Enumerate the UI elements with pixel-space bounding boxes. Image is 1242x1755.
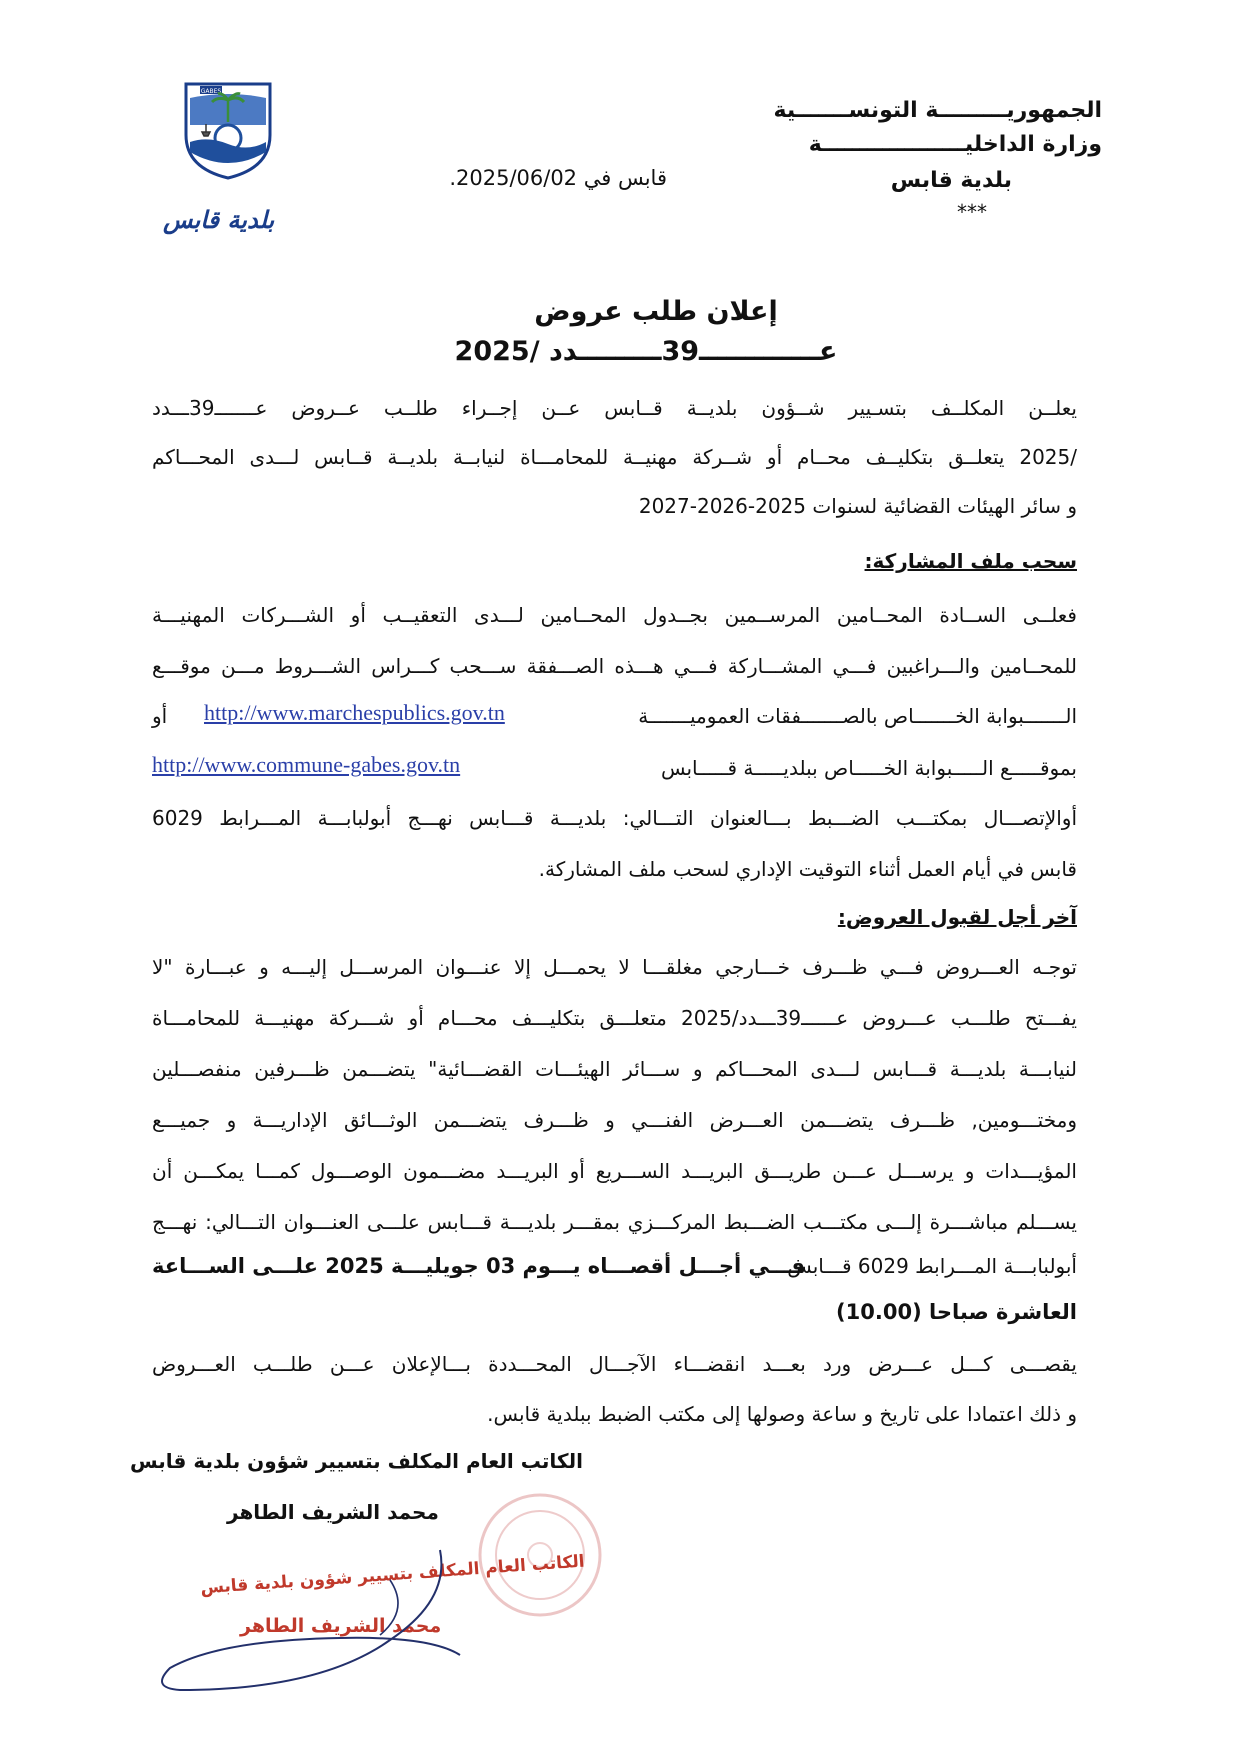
section2-line-6: يســـلم مباشـــرة إلـــى مكتـــب الضـــبط المركـــزي بمقـــر بلديـــة قـــابس علـــى العنـــوان التـــالي: نهـــج: [152, 1210, 1077, 1234]
section1-line-2: للمحــامين والـــراغبين فـــي المشـــاركة فـــي هـــذه الصـــفقة ســـحب كـــراس الشـــروط مـــن موقـــع: [152, 654, 1077, 678]
intro-line-2: /2025 يتعلــق بتكليــف محــام أو شــركة مهنيــة للمحامـــاة لنيابــة بلديــة قــابس لـــدى المحـــاكم: [152, 445, 1077, 469]
marchespublics-link[interactable]: http://www.marchespublics.gov.tn: [204, 700, 505, 725]
section1-line-1: فعلــى الســادة المحــامين المرســمين بجــدول المحــامين لـــدى التعقيــب أو الشـــركات المهنيـــة: [152, 603, 1077, 627]
municipality-name: بلدية قابس: [890, 168, 1012, 193]
page-subtitle: عـــــــــــــ39ـــــــــدد /2025: [454, 336, 838, 367]
section-heading-deadline: آخر أجل لقبول العروض:: [837, 905, 1077, 929]
closing-line-2: و ذلك اعتمادا على تاريخ و ساعة وصولها إلى مكتب الضبط ببلدية قابس.: [487, 1402, 1077, 1426]
signature-scribble-icon: [140, 1540, 500, 1710]
section2-line-1: توجـه العـــروض فـــي ظـــرف خـــارجي مغلقـــا لا يحمـــل إلا عنـــوان المرســـل إليـــه و عبـــارة "لا: [152, 955, 1077, 979]
municipality-logo: [178, 80, 278, 180]
gabes-emblem-icon: [178, 80, 278, 180]
deadline-text: فـــي أجـــل أقصـــاه يـــوم 03 جويليـــة 2025 علـــى الســـاعة: [152, 1254, 806, 1278]
signatory-name: محمد الشريف الطاهر: [227, 1500, 439, 1524]
section2-line-4: ومختـــومين, ظـــرف يتضـــمن العـــرض الفنـــي و ظـــرف يتضـــمن الوثـــائق الإداريـــة و جميـــع: [152, 1108, 1077, 1132]
stamp-title: الكاتب العام المكلف بتسيير شؤون بلدية قابس: [199, 1551, 586, 1599]
section1-line-3: [152, 700, 1077, 732]
link1-prefix: الـــــــبوابة الخـــــــاص بالصـــــــفقات العموميـــــــة: [638, 704, 1077, 728]
logo-caption: بلدية قابس: [163, 206, 275, 234]
section2-line-3: لنيابـــة بلديـــة قـــابس لـــدى المحـــاكم و ســـائر الهيئـــات القضـــائية" يتضـــمن ظـــرفين منفصـــلين: [152, 1057, 1077, 1081]
handwritten-signature: [140, 1540, 500, 1710]
header-stars: ***: [957, 200, 987, 224]
intro-line-1: يعلــن المكلــف بتسـيير شــؤون بلديــة قــابس عــن إجــراء طلــب عــروض عـــــــ39ـــدد: [152, 396, 1077, 420]
commune-gabes-link[interactable]: http://www.commune-gabes.gov.tn: [152, 752, 461, 777]
intro-line-3: و سائر الهيئات القضائية لسنوات 2025-2026-2027: [638, 494, 1077, 518]
section1-line-6: قابس في أيام العمل أثناء التوقيت الإداري لسحب ملف المشاركة.: [538, 857, 1077, 881]
place-date: قابس في 2025/06/02.: [449, 166, 667, 190]
logo-label: GABES: [200, 88, 222, 95]
section2-line-5: المؤيـــدات و يرســـل عـــن طريـــق البريـــد الســـريع أو البريـــد مضـــمون الوصـــول كمـــا يمكـــن أن: [152, 1159, 1077, 1183]
section1-line-4: [152, 752, 1077, 784]
section2-line-2: يفـــتح طلـــب عـــروض عــــــ39ـــدد/2025 متعلـــق بتكليـــف محـــام أو شـــركة مهنيـــة للمحامـــاة: [152, 1006, 1077, 1030]
address-text: أبولبابـــة المـــرابط 6029 قـــابس: [787, 1254, 1077, 1278]
closing-line-1: يقصـــى كـــل عـــرض ورد بعـــد انقضـــاء الآجـــال المحـــددة بـــالإعلان عـــن طلـــب العـــروض: [152, 1352, 1077, 1376]
stamp-name: محمد الشريف الطاهر: [240, 1615, 442, 1637]
section-heading-participation: سحب ملف المشاركة:: [864, 549, 1077, 573]
signatory-title: الكاتب العام المكلف بتسيير شؤون بلدية قابس: [130, 1449, 583, 1473]
section1-line-5: أوالإتصـــال بمكتـــب الضـــبط بـــالعنوان التـــالي: بلديـــة قـــابس نهـــج أبولبابـــة المـــرابط 6029: [152, 806, 1077, 830]
country-name: الجمهوريـــــــــة التونســـــــية: [773, 98, 1102, 123]
or-word: أو: [152, 704, 168, 728]
link2-prefix: بموقـــــع الـــــبوابة الخـــــاص ببلديـــــة قـــــابس: [660, 756, 1077, 780]
ministry-name: وزارة الداخليـــــــــــــــــــة: [808, 132, 1102, 157]
section2-line-7: [152, 1250, 1077, 1284]
deadline-time: العاشرة صباحا (10.00): [836, 1300, 1077, 1324]
page-title: إعلان طلب عروض: [534, 296, 778, 327]
